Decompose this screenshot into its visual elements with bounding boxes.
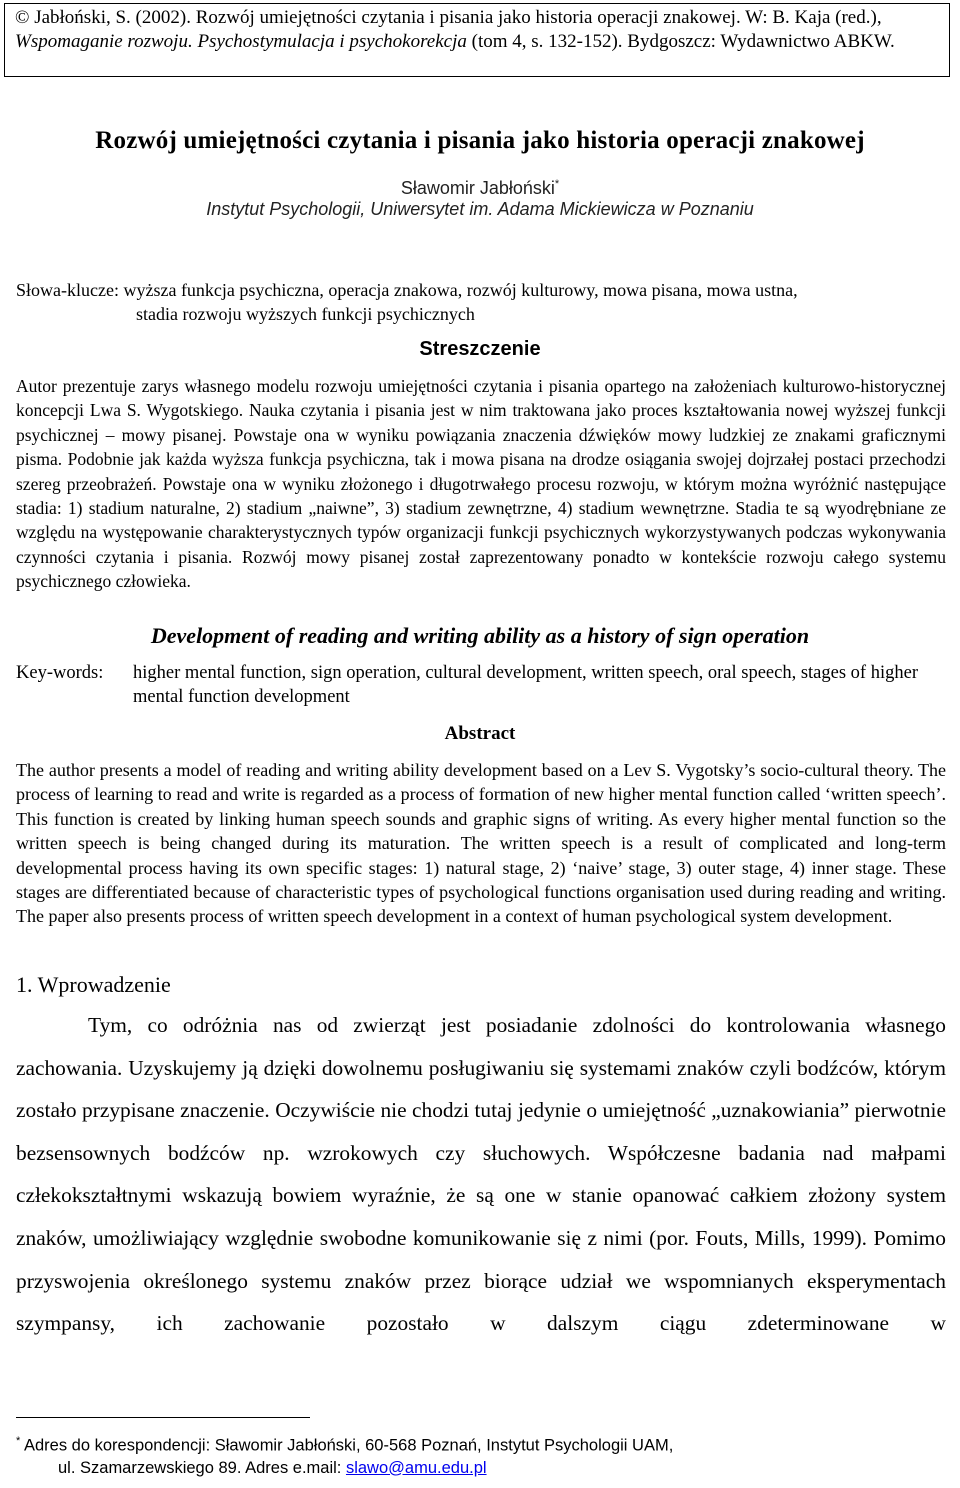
footnote-line2 (16, 1457, 946, 1479)
english-title: Development of reading and writing ability as a history of sign operation (150, 623, 810, 648)
footnote-divider (16, 1417, 310, 1418)
streszczenie-heading: Streszczenie (419, 338, 541, 360)
author-line (0, 173, 960, 199)
citation-text-part1: Jabłoński, S. (2002). Rozwój umiejętności czytania i pisania jako historia operacji znakowej. W: B. Kaja (red.), (34, 7, 882, 28)
keywords-english-label: Key-words: (16, 663, 104, 683)
keywords-polish (16, 278, 946, 326)
citation-text-part2: (tom 4, s. 132-152). Bydgoszcz: Wydawnictwo ABKW. (466, 31, 895, 52)
copyright-symbol: © (15, 7, 30, 28)
paper-title: Rozwój umiejętności czytania i pisania jako historia operacji znakowej (95, 127, 865, 154)
author-name: Sławomir Jabłoński (400, 178, 555, 198)
email-link[interactable]: slawo@amu.edu.pl (345, 1458, 487, 1477)
footnote (16, 1430, 946, 1479)
citation-box (4, 3, 950, 77)
keywords-polish-line1: wyższa funkcja psychiczna, operacja znakowa, rozwój kulturowy, mowa pisana, mowa ustna, (123, 280, 798, 300)
body-paragraph (16, 1004, 946, 1345)
affiliation: Instytut Psychologii, Uniwersytet im. Adama Mickiewicza w Poznaniu (206, 199, 754, 219)
author-footnote-mark: * (554, 178, 560, 190)
abstract-paragraph: The author presents a model of reading and writing ability development based on a Lev S. Vygotsky’s socio-cultural theory. The process of learning to read and write is regarded as a process of formation of new higher mental function called ‘written speech’. This function is created by linking human speech sounds and graphic signs of writing. As every higher mental function so the written speech is being changed during its maturation. The written speech is a result of complicated and long-term developmental process having its own specific stages: 1) natural stage, 2) ‘naive’ stage, 3) outer stage, 4) inner stage. These stages are differentiated because of characteristic types of psychological functions organisation used during reading and writing. The paper also presents process of written speech development in a context of human psychological system development. (16, 760, 946, 927)
keywords-english-text: higher mental function, sign operation, cultural development, written speech, oral speech, stages of higher mental function development (133, 663, 918, 707)
streszczenie-paragraph: Autor prezentuje zarys własnego modelu rozwoju umiejętności czytania i pisania opartego na założeniach kulturowo-historycznej koncepcji Lwa S. Wygotskiego. Nauka czytania i pisania jest w nim traktowana jako proces kształtowania nowej wyższej funkcji psychicznej – mowy pisanej. Powstaje ona w wyniku powiązania znaczenia dźwięków mowy ludzkiej ze znakami graficznymi pisma. Podobnie jak każda wyższa funkcja psychiczna, tak i mowa pisana na drodze osiągania swojej dojrzałej postaci przechodzi szereg przeobrażeń. Powstaje ona w wyniku złożonego i długotrwałego procesu rozwoju, w którym można wyróżnić następujące stadia: 1) stadium naturalne, 2) stadium „naiwne”, 3) stadium zewnętrzne, 4) stadium wewnętrzne. Stadia te są wyodrębniane ze względu na występowanie charakterystycznych typów organizacji funkcji psychicznych wykorzystywanych podczas wykonywania czynności czytania i pisania. Rozwój mowy pisanej został zaprezentowany ponadto w kontekście rozwoju całego systemu psychicznego człowieka. (16, 376, 946, 592)
footnote-line1: Adres do korespondencji: Sławomir Jabłoński, 60-568 Poznań, Instytut Psychologii UAM, (23, 1436, 674, 1455)
body-paragraph-text: Tym, co odróżnia nas od zwierząt jest posiadanie zdolności do kontrolowania własnego zachowania. Uzyskujemy ją dzięki dowolnemu posługiwaniu się systemami znaków czyli bodźców, którym zostało przypisane znaczenie. Oczywiście nie chodzi tutaj jedynie o umiejętność „uznakowiania” pierwotnie bezsensownych bodźców np. wzrokowych czy słuchowych. Współczesne badania nad małpami człekokształtnymi wskazują bowiem wyraźnie, że są one w stanie opanować całkiem złożony system znaków, umożliwiający względnie swobodne komunikowanie się z nimi (por. Fouts, Mills, 1999). Pomimo przyswojenia określonego systemu znaków przez biorące udział we wspomnianych eksperymentach szympansy, ich zachowanie pozostało w dalszym ciągu zdeterminowane w (16, 1013, 946, 1336)
footnote-address: ul. Szamarzewskiego 89. Adres e.mail: (58, 1458, 346, 1477)
abstract-heading: Abstract (444, 723, 516, 744)
keywords-polish-line2: stadia rozwoju wyższych funkcji psychicznych (136, 304, 475, 324)
citation-book-title: Wspomaganie rozwoju. Psychostymulacja i psychokorekcja (15, 31, 467, 52)
keywords-polish-label: Słowa-klucze: (16, 280, 119, 300)
section-heading: 1. Wprowadzenie (16, 972, 171, 997)
footnote-mark: * (16, 1435, 21, 1447)
